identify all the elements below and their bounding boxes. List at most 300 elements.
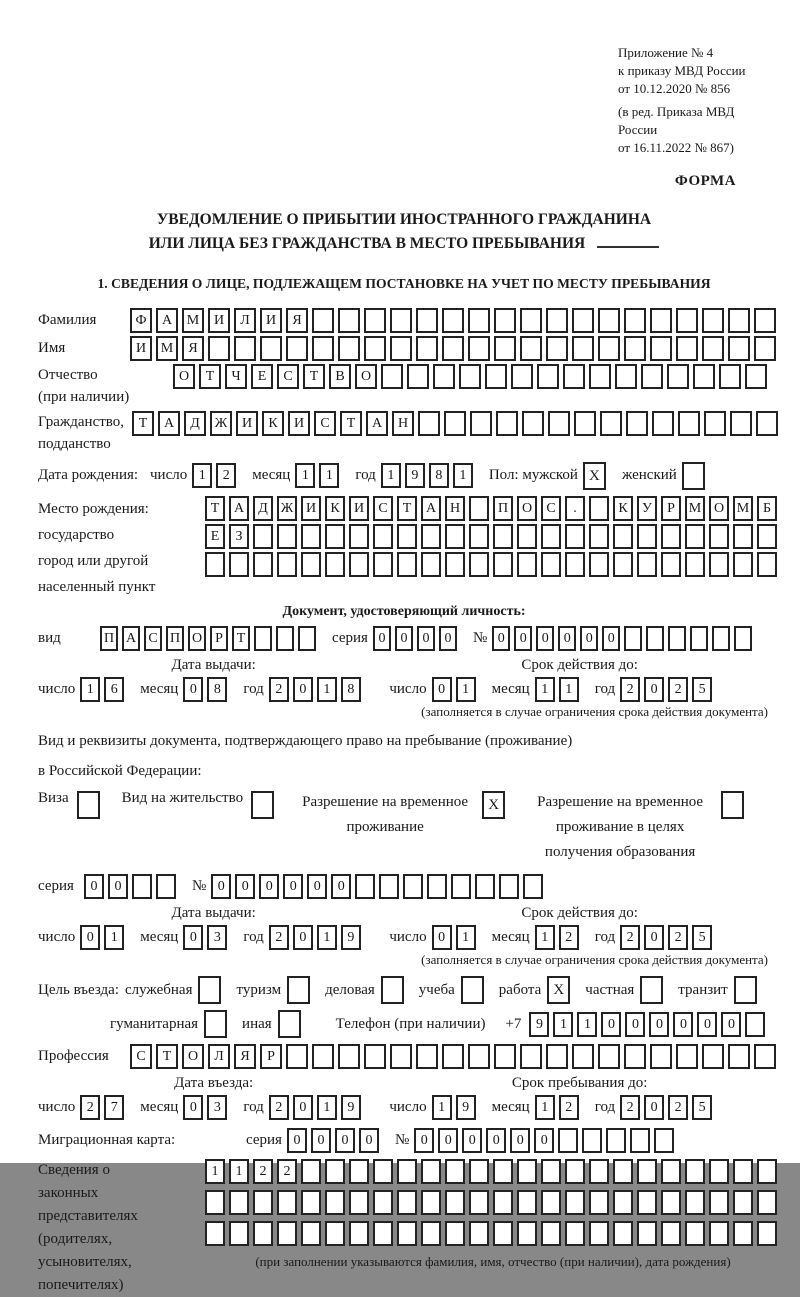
char-box[interactable] <box>373 524 393 549</box>
char-box[interactable] <box>442 308 464 333</box>
char-box[interactable]: 0 <box>673 1012 693 1037</box>
char-box[interactable]: 2 <box>620 677 640 702</box>
char-box[interactable] <box>287 976 310 1004</box>
char-box[interactable] <box>661 1221 681 1246</box>
char-box[interactable] <box>565 524 585 549</box>
char-box[interactable] <box>253 1190 273 1215</box>
char-box[interactable]: 1 <box>80 677 100 702</box>
char-box[interactable]: 0 <box>625 1012 645 1037</box>
char-box[interactable] <box>325 524 345 549</box>
char-box[interactable]: И <box>349 496 369 521</box>
char-box[interactable] <box>442 336 464 361</box>
char-box[interactable]: А <box>229 496 249 521</box>
char-box[interactable] <box>685 524 705 549</box>
char-box[interactable] <box>661 524 681 549</box>
char-box[interactable]: 0 <box>602 626 620 651</box>
char-box[interactable]: Я <box>286 308 308 333</box>
char-box[interactable]: 9 <box>341 1095 361 1120</box>
char-box[interactable] <box>444 411 466 436</box>
char-box[interactable] <box>558 1128 578 1153</box>
char-box[interactable]: Я <box>182 336 204 361</box>
char-box[interactable]: Я <box>234 1044 256 1069</box>
char-box[interactable]: 1 <box>432 1095 452 1120</box>
char-box[interactable]: М <box>156 336 178 361</box>
char-box[interactable] <box>745 1012 765 1037</box>
char-box[interactable] <box>325 552 345 577</box>
sex-female-checkbox[interactable] <box>682 462 709 490</box>
char-box[interactable] <box>390 308 412 333</box>
char-box[interactable]: 9 <box>456 1095 476 1120</box>
char-box[interactable]: 0 <box>293 1095 313 1120</box>
char-box[interactable] <box>728 336 750 361</box>
char-box[interactable]: Л <box>234 308 256 333</box>
char-box[interactable] <box>379 874 399 899</box>
char-box[interactable] <box>757 524 777 549</box>
char-box[interactable] <box>277 524 297 549</box>
char-box[interactable]: М <box>685 496 705 521</box>
char-box[interactable] <box>517 1159 537 1184</box>
purpose-transit-checkbox[interactable] <box>734 976 761 1004</box>
char-box[interactable]: 0 <box>287 1128 307 1153</box>
char-box[interactable] <box>613 1190 633 1215</box>
char-box[interactable] <box>693 364 715 389</box>
char-box[interactable] <box>589 1221 609 1246</box>
char-box[interactable]: 1 <box>456 677 476 702</box>
char-box[interactable]: Л <box>208 1044 230 1069</box>
char-box[interactable] <box>349 1190 369 1215</box>
char-box[interactable]: 8 <box>207 677 227 702</box>
char-box[interactable]: 1 <box>205 1159 225 1184</box>
char-box[interactable] <box>754 1044 776 1069</box>
char-box[interactable] <box>459 364 481 389</box>
char-box[interactable] <box>198 976 221 1004</box>
char-box[interactable] <box>654 1128 674 1153</box>
char-box[interactable] <box>589 496 609 521</box>
char-box[interactable] <box>276 626 294 651</box>
char-box[interactable]: Ч <box>225 364 247 389</box>
char-box[interactable] <box>719 364 741 389</box>
char-box[interactable] <box>661 1159 681 1184</box>
char-box[interactable] <box>661 552 681 577</box>
char-box[interactable] <box>704 411 726 436</box>
char-box[interactable] <box>537 364 559 389</box>
char-box[interactable] <box>469 496 489 521</box>
char-box[interactable] <box>730 411 752 436</box>
char-box[interactable]: 1 <box>577 1012 597 1037</box>
char-box[interactable] <box>416 1044 438 1069</box>
char-box[interactable] <box>733 1221 753 1246</box>
char-box[interactable] <box>572 308 594 333</box>
char-box[interactable]: Е <box>251 364 273 389</box>
char-box[interactable] <box>565 1190 585 1215</box>
char-box[interactable]: О <box>182 1044 204 1069</box>
char-box[interactable] <box>301 552 321 577</box>
char-box[interactable] <box>522 411 544 436</box>
char-box[interactable]: 2 <box>277 1159 297 1184</box>
char-box[interactable]: 0 <box>514 626 532 651</box>
char-box[interactable] <box>494 1044 516 1069</box>
char-box[interactable]: Д <box>253 496 273 521</box>
char-box[interactable]: Н <box>392 411 414 436</box>
char-box[interactable]: 1 <box>104 925 124 950</box>
char-box[interactable] <box>637 524 657 549</box>
char-box[interactable]: 0 <box>307 874 327 899</box>
char-box[interactable]: 0 <box>649 1012 669 1037</box>
char-box[interactable]: 0 <box>438 1128 458 1153</box>
char-box[interactable]: 0 <box>432 677 452 702</box>
char-box[interactable] <box>494 308 516 333</box>
char-box[interactable] <box>757 552 777 577</box>
char-box[interactable] <box>517 1190 537 1215</box>
char-box[interactable]: 0 <box>373 626 391 651</box>
char-box[interactable] <box>451 874 471 899</box>
char-box[interactable] <box>253 524 273 549</box>
char-box[interactable] <box>548 411 570 436</box>
char-box[interactable] <box>260 336 282 361</box>
char-box[interactable] <box>646 626 664 651</box>
char-box[interactable] <box>278 1010 301 1038</box>
char-box[interactable]: 0 <box>601 1012 621 1037</box>
char-box[interactable] <box>546 308 568 333</box>
char-box[interactable] <box>205 1190 225 1215</box>
char-box[interactable] <box>421 1190 441 1215</box>
char-box[interactable]: 2 <box>668 925 688 950</box>
char-box[interactable]: 1 <box>317 925 337 950</box>
char-box[interactable]: 1 <box>229 1159 249 1184</box>
char-box[interactable]: 0 <box>331 874 351 899</box>
char-box[interactable] <box>416 336 438 361</box>
char-box[interactable] <box>615 364 637 389</box>
char-box[interactable] <box>565 1221 585 1246</box>
char-box[interactable]: Р <box>661 496 681 521</box>
char-box[interactable] <box>641 364 663 389</box>
char-box[interactable]: 0 <box>697 1012 717 1037</box>
char-box[interactable]: 0 <box>311 1128 331 1153</box>
char-box[interactable]: 8 <box>341 677 361 702</box>
char-box[interactable] <box>208 336 230 361</box>
char-box[interactable]: Р <box>210 626 228 651</box>
char-box[interactable]: Н <box>445 496 465 521</box>
char-box[interactable] <box>373 1221 393 1246</box>
char-box[interactable] <box>613 1221 633 1246</box>
char-box[interactable] <box>349 1159 369 1184</box>
purpose-official-checkbox[interactable] <box>198 976 225 1004</box>
char-box[interactable]: X <box>547 976 570 1004</box>
char-box[interactable] <box>312 1044 334 1069</box>
char-box[interactable] <box>421 524 441 549</box>
char-box[interactable] <box>349 1221 369 1246</box>
char-box[interactable]: 5 <box>692 1095 712 1120</box>
char-box[interactable] <box>442 1044 464 1069</box>
char-box[interactable] <box>433 364 455 389</box>
char-box[interactable]: 2 <box>559 1095 579 1120</box>
sex-male-checkbox[interactable] <box>583 462 610 490</box>
char-box[interactable] <box>630 1128 650 1153</box>
char-box[interactable]: К <box>262 411 284 436</box>
char-box[interactable] <box>541 1221 561 1246</box>
char-box[interactable] <box>493 552 513 577</box>
char-box[interactable] <box>589 1159 609 1184</box>
char-box[interactable]: С <box>277 364 299 389</box>
purpose-private-checkbox[interactable] <box>640 976 667 1004</box>
char-box[interactable]: 0 <box>183 677 203 702</box>
char-box[interactable] <box>637 1190 657 1215</box>
char-box[interactable] <box>728 308 750 333</box>
char-box[interactable] <box>338 1044 360 1069</box>
char-box[interactable] <box>485 364 507 389</box>
char-box[interactable] <box>416 308 438 333</box>
char-box[interactable] <box>496 411 518 436</box>
char-box[interactable]: 2 <box>253 1159 273 1184</box>
char-box[interactable] <box>493 1221 513 1246</box>
char-box[interactable]: С <box>144 626 162 651</box>
char-box[interactable]: К <box>325 496 345 521</box>
char-box[interactable]: А <box>156 308 178 333</box>
char-box[interactable] <box>565 552 585 577</box>
char-box[interactable] <box>418 411 440 436</box>
char-box[interactable] <box>668 626 686 651</box>
char-box[interactable] <box>541 1159 561 1184</box>
char-box[interactable] <box>234 336 256 361</box>
char-box[interactable] <box>754 336 776 361</box>
char-box[interactable] <box>511 364 533 389</box>
char-box[interactable] <box>702 336 724 361</box>
char-box[interactable] <box>397 1221 417 1246</box>
char-box[interactable] <box>745 364 767 389</box>
char-box[interactable] <box>702 1044 724 1069</box>
purpose-humanitarian-checkbox[interactable] <box>204 1010 231 1038</box>
char-box[interactable] <box>301 1190 321 1215</box>
char-box[interactable] <box>298 626 316 651</box>
char-box[interactable] <box>589 552 609 577</box>
char-box[interactable] <box>397 552 417 577</box>
char-box[interactable] <box>251 791 274 819</box>
char-box[interactable]: Ж <box>210 411 232 436</box>
char-box[interactable]: 9 <box>405 463 425 488</box>
char-box[interactable] <box>468 1044 490 1069</box>
char-box[interactable] <box>469 1159 489 1184</box>
char-box[interactable] <box>517 524 537 549</box>
char-box[interactable] <box>520 308 542 333</box>
char-box[interactable] <box>229 552 249 577</box>
char-box[interactable] <box>661 1190 681 1215</box>
char-box[interactable] <box>682 462 705 490</box>
char-box[interactable]: 1 <box>192 463 212 488</box>
char-box[interactable]: 1 <box>535 677 555 702</box>
char-box[interactable]: 3 <box>207 1095 227 1120</box>
char-box[interactable]: 8 <box>429 463 449 488</box>
char-box[interactable] <box>637 1221 657 1246</box>
char-box[interactable] <box>589 364 611 389</box>
char-box[interactable]: 0 <box>417 626 435 651</box>
char-box[interactable] <box>650 336 672 361</box>
char-box[interactable] <box>754 308 776 333</box>
char-box[interactable] <box>541 1190 561 1215</box>
char-box[interactable] <box>541 552 561 577</box>
char-box[interactable]: 1 <box>559 677 579 702</box>
char-box[interactable]: Б <box>757 496 777 521</box>
char-box[interactable] <box>381 976 404 1004</box>
char-box[interactable] <box>445 1221 465 1246</box>
char-box[interactable] <box>520 336 542 361</box>
char-box[interactable] <box>469 552 489 577</box>
char-box[interactable] <box>756 411 778 436</box>
char-box[interactable]: А <box>366 411 388 436</box>
char-box[interactable] <box>373 1159 393 1184</box>
char-box[interactable]: И <box>288 411 310 436</box>
char-box[interactable] <box>678 411 700 436</box>
char-box[interactable]: И <box>260 308 282 333</box>
char-box[interactable] <box>650 1044 672 1069</box>
char-box[interactable] <box>421 1221 441 1246</box>
char-box[interactable] <box>757 1159 777 1184</box>
char-box[interactable] <box>613 552 633 577</box>
char-box[interactable] <box>626 411 648 436</box>
char-box[interactable]: 0 <box>80 925 100 950</box>
char-box[interactable] <box>613 524 633 549</box>
char-box[interactable] <box>517 552 537 577</box>
char-box[interactable] <box>541 524 561 549</box>
char-box[interactable] <box>733 1159 753 1184</box>
char-box[interactable]: О <box>355 364 377 389</box>
char-box[interactable]: 0 <box>211 874 231 899</box>
purpose-tourism-checkbox[interactable] <box>287 976 314 1004</box>
char-box[interactable] <box>286 336 308 361</box>
char-box[interactable] <box>205 1221 225 1246</box>
char-box[interactable]: А <box>158 411 180 436</box>
char-box[interactable]: 0 <box>439 626 457 651</box>
char-box[interactable]: 0 <box>283 874 303 899</box>
char-box[interactable] <box>685 1190 705 1215</box>
char-box[interactable] <box>277 1190 297 1215</box>
char-box[interactable] <box>493 1159 513 1184</box>
char-box[interactable] <box>624 308 646 333</box>
char-box[interactable] <box>132 874 152 899</box>
char-box[interactable] <box>493 1190 513 1215</box>
char-box[interactable] <box>598 1044 620 1069</box>
char-box[interactable]: 5 <box>692 677 712 702</box>
char-box[interactable]: 1 <box>535 1095 555 1120</box>
char-box[interactable] <box>637 552 657 577</box>
char-box[interactable] <box>468 336 490 361</box>
char-box[interactable] <box>325 1190 345 1215</box>
char-box[interactable] <box>254 626 272 651</box>
char-box[interactable] <box>572 1044 594 1069</box>
purpose-other-checkbox[interactable] <box>278 1010 305 1038</box>
char-box[interactable] <box>421 1159 441 1184</box>
char-box[interactable] <box>475 874 495 899</box>
char-box[interactable] <box>204 1010 227 1038</box>
char-box[interactable]: 2 <box>620 1095 640 1120</box>
char-box[interactable] <box>349 552 369 577</box>
char-box[interactable]: 0 <box>721 1012 741 1037</box>
char-box[interactable]: 0 <box>432 925 452 950</box>
char-box[interactable] <box>493 524 513 549</box>
char-box[interactable]: 2 <box>668 677 688 702</box>
char-box[interactable]: О <box>709 496 729 521</box>
char-box[interactable] <box>676 336 698 361</box>
char-box[interactable]: 1 <box>535 925 555 950</box>
char-box[interactable] <box>589 524 609 549</box>
char-box[interactable]: Р <box>260 1044 282 1069</box>
char-box[interactable]: 2 <box>269 925 289 950</box>
char-box[interactable] <box>685 1159 705 1184</box>
char-box[interactable]: 0 <box>644 925 664 950</box>
char-box[interactable] <box>757 1221 777 1246</box>
char-box[interactable] <box>520 1044 542 1069</box>
char-box[interactable] <box>667 364 689 389</box>
char-box[interactable]: 2 <box>559 925 579 950</box>
char-box[interactable] <box>650 308 672 333</box>
char-box[interactable]: И <box>301 496 321 521</box>
char-box[interactable] <box>325 1221 345 1246</box>
char-box[interactable] <box>338 308 360 333</box>
char-box[interactable] <box>312 308 334 333</box>
char-box[interactable]: 2 <box>216 463 236 488</box>
char-box[interactable] <box>709 552 729 577</box>
char-box[interactable] <box>499 874 519 899</box>
char-box[interactable]: 0 <box>644 1095 664 1120</box>
char-box[interactable] <box>712 626 730 651</box>
char-box[interactable] <box>445 1159 465 1184</box>
char-box[interactable] <box>721 791 744 819</box>
char-box[interactable]: 0 <box>359 1128 379 1153</box>
char-box[interactable] <box>427 874 447 899</box>
char-box[interactable] <box>229 1221 249 1246</box>
char-box[interactable]: 0 <box>492 626 510 651</box>
char-box[interactable] <box>606 1128 626 1153</box>
char-box[interactable]: 1 <box>453 463 473 488</box>
char-box[interactable] <box>277 1221 297 1246</box>
char-box[interactable]: Т <box>303 364 325 389</box>
char-box[interactable] <box>397 524 417 549</box>
char-box[interactable] <box>355 874 375 899</box>
char-box[interactable]: Т <box>205 496 225 521</box>
char-box[interactable] <box>624 336 646 361</box>
char-box[interactable] <box>77 791 100 819</box>
char-box[interactable] <box>652 411 674 436</box>
char-box[interactable] <box>469 1221 489 1246</box>
char-box[interactable]: П <box>166 626 184 651</box>
char-box[interactable]: Д <box>184 411 206 436</box>
char-box[interactable] <box>421 552 441 577</box>
visa-checkbox[interactable] <box>77 791 104 819</box>
char-box[interactable]: 0 <box>486 1128 506 1153</box>
char-box[interactable]: 0 <box>84 874 104 899</box>
char-box[interactable] <box>277 552 297 577</box>
char-box[interactable]: 0 <box>534 1128 554 1153</box>
char-box[interactable]: С <box>541 496 561 521</box>
purpose-work-checkbox[interactable] <box>547 976 574 1004</box>
char-box[interactable]: 9 <box>341 925 361 950</box>
char-box[interactable] <box>685 552 705 577</box>
char-box[interactable] <box>709 1221 729 1246</box>
char-box[interactable] <box>709 524 729 549</box>
char-box[interactable] <box>156 874 176 899</box>
char-box[interactable] <box>301 1159 321 1184</box>
char-box[interactable] <box>728 1044 750 1069</box>
char-box[interactable]: X <box>482 791 505 819</box>
char-box[interactable]: Т <box>397 496 417 521</box>
char-box[interactable]: 1 <box>319 463 339 488</box>
char-box[interactable]: 2 <box>668 1095 688 1120</box>
char-box[interactable] <box>582 1128 602 1153</box>
char-box[interactable]: 5 <box>692 925 712 950</box>
char-box[interactable] <box>600 411 622 436</box>
char-box[interactable] <box>364 308 386 333</box>
char-box[interactable] <box>517 1221 537 1246</box>
char-box[interactable] <box>381 364 403 389</box>
